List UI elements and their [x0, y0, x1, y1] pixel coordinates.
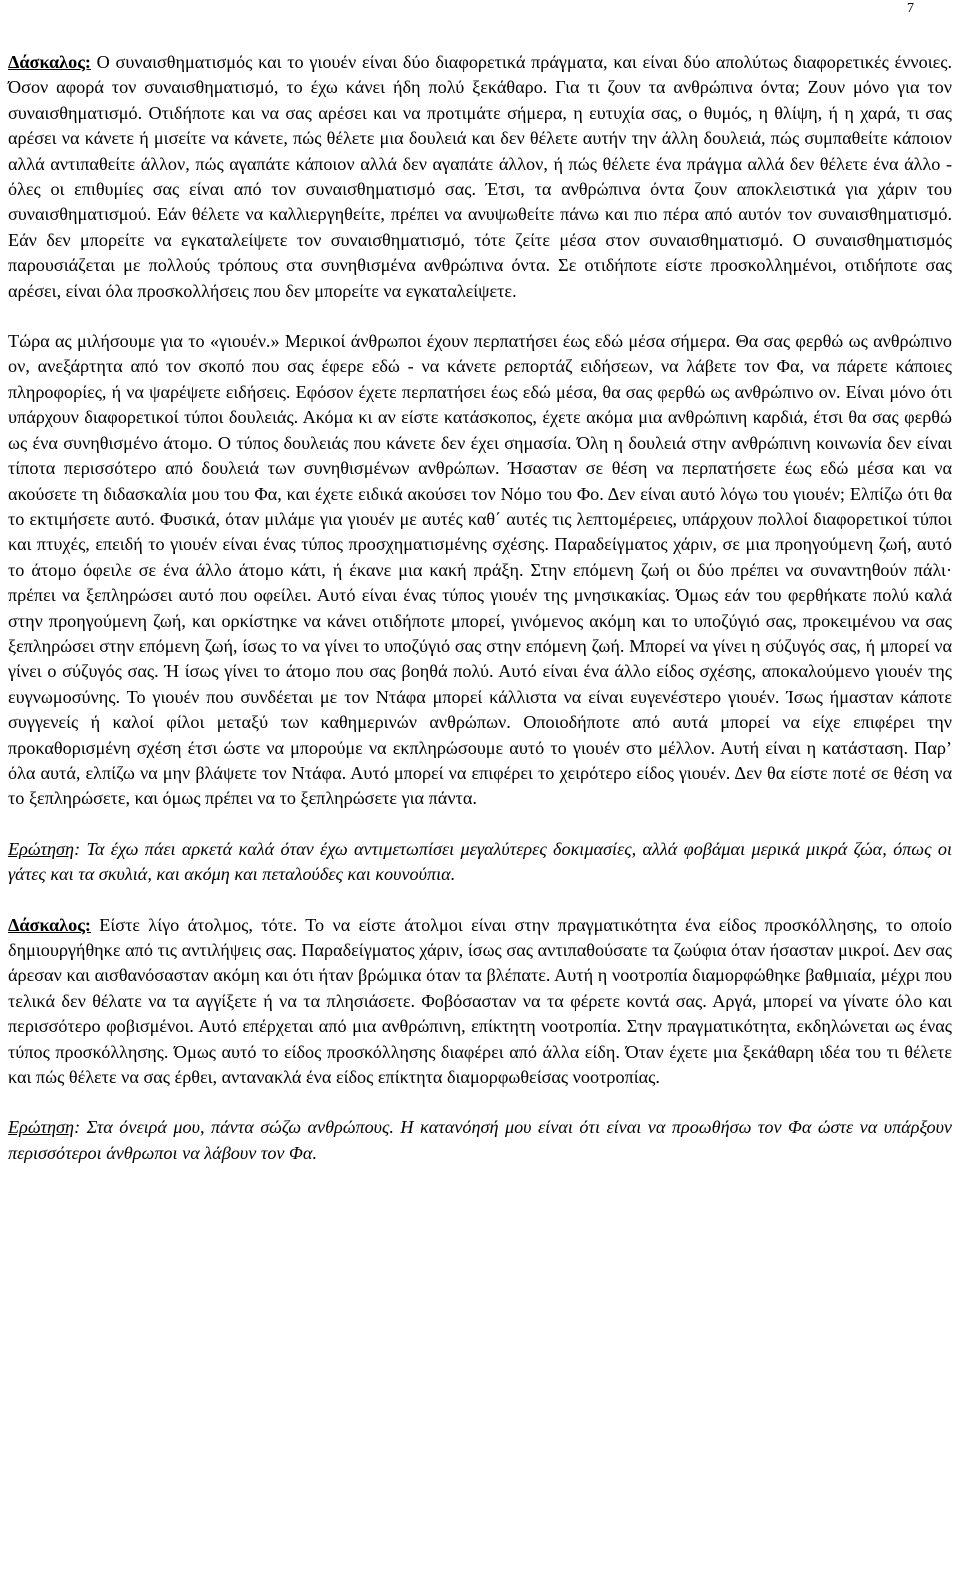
speaker-label: Δάσκαλος: — [8, 52, 91, 72]
paragraph-text: Τώρα ας μιλήσουμε για το «γιουέν.» Μερικοί άνθρωποι έχουν περπατήσει έως εδώ μέσα σήμερα. Θα σας φερθώ ως ανθρώπινο ον, ανεξάρτητα από τον σκοπό που σας έφερε εδώ - να κάνετε ρεπορτάζ ειδήσεων, να λάβετε τον Φα, να πάρετε κάποιες πληροφορίες, ή να ψαρέψετε ειδήσεις. Εφόσον έχετε περπατήσει έως εδώ μέσα, θα σας φερθώ ως ανθρώπινο ον. Είναι μόνο ότι υπάρχουν διαφορετικοί τύποι δουλειάς. Ακόμα κι αν είστε κατάσκοπος, έχετε ακόμα μια ανθρώπινη καρδιά, έτσι θα σας φερθώ ως ένα συνηθισμένο άτομο. Ο τύπος δουλειάς που κάνετε δεν έχει σημασία. Όλη η δουλειά στην ανθρώπινη κοινωνία δεν είναι τίποτα περισσότερο από δουλειά των συνηθισμένων ανθρώπων. Ήσασταν σε θέση να περπατήσετε έως εδώ μέσα και να ακούσετε τη διδασκαλία μου του Φα, και έχετε ειδικά ακούσει τον Νόμο του Φο. Δεν είναι αυτό λόγω του γιουέν; Ελπίζω ότι θα το εκτιμήσετε αυτό. Φυσικά, όταν μιλάμε για γιουέν με αυτές καθ΄ αυτές τις λεπτομέρειες, υπάρχουν πολλοί διαφορετικοί τύποι και πτυχές, επειδή το γιουέν είναι ένας τύπος προσχηματισμένης σχέσης. Παραδείγματος χάριν, σε μια προηγούμενη ζωή, αυτό το άτομο όφειλε σε ένα άλλο άτομο κάτι, ή έκανε μια κακή πράξη. Στην επόμενη ζωή οι δύο πρέπει να συναντηθούν πάλι· πρέπει να ξεπληρώσει αυτό που οφείλει. Αυτό είναι ένας τύπος γιουέν της μνησικακίας. Όμως εάν του φερθήκατε πολύ καλά στην προηγούμενη ζωή, και ορκίστηκε να κάνει οτιδήποτε μπορεί, γινόμενος ακόμη και το υποζύγιό σας, προκειμένου να σας ξεπληρώσει στην επόμενη ζωή, ίσως το να γίνει το υποζύγιό σας στην επόμενη ζωή. Μπορεί να γίνει η σύζυγός σας, ή μπορεί να γίνει ο σύζυγός σας. Ή ίσως γίνει το άτομο που σας βοηθά πολύ. Αυτό είναι ένα άλλο είδος σχέσης, αποκαλούμενο γιουέν της ευγνωμοσύνης. Το γιουέν που συνδέεται με τον Ντάφα μπορεί κάλλιστα να είναι ευγενέστερο γιουέν. Ίσως ήμασταν κάποτε συγγενείς ή καλοί φίλοι μεταξύ των καθημερινών ανθρώπων. Οποιοδήποτε από αυτά μπορεί να είχε επιφέρει την προκαθορισμένη σχέση έτσι ώστε να μπορούμε να εκπληρώσουμε αυτό το γιουέν στο μέλλον. Αυτή είναι η κατάσταση. Παρ’ όλα αυτά, ελπίζω να μην βλάψετε τον Ντάφα. Αυτό μπορεί να επιφέρει το χειρότερο είδος γιουέν. Δεν θα είστε ποτέ σε θέση να το ξεπληρώσετε, και όμως πρέπει να το ξεπληρώσετε για πάντα. — [8, 331, 952, 809]
teacher-answer-paragraph — [8, 913, 952, 1091]
question-text: : Τα έχω πάει αρκετά καλά όταν έχω αντιμετωπίσει μεγαλύτερες δοκιμασίες, αλλά φοβάμαι μερικά μικρά ζώα, όπως οι γάτες και τα σκυλιά, και ακόμη και πεταλούδες και κουνούπια. — [8, 838, 952, 885]
question-label: Ερώτηση — [8, 838, 75, 859]
page-number: 7 — [907, 1, 914, 16]
question-paragraph — [8, 837, 952, 888]
question-text: : Στα όνειρά μου, πάντα σώζω ανθρώπους. Η κατανόησή μου είναι ότι είναι να προωθήσω τον Φα ώστε να υπάρξουν περισσότεροι άνθρωποι να λάβουν τον Φα. — [8, 1117, 952, 1163]
question-label: Ερώτηση — [8, 1117, 75, 1138]
teacher-continuation-paragraph — [8, 329, 952, 812]
question-paragraph — [8, 1115, 952, 1166]
document-body — [8, 50, 952, 1166]
paragraph-text: Είστε λίγο άτολμος, τότε. Το να είστε άτολμοι είναι στην πραγματικότητα ένα είδος προσκόλλησης, το οποίο δημιουργήθηκε από τις αντιλήψεις σας. Παραδείγματος χάριν, ίσως σας αντιπαθούσατε τα ζωύφια όταν ήσασταν μικροί. Δεν σας άρεσαν και αισθανόσασταν ακόμη και ότι ήταν βρώμικα όταν τα βλέπατε. Αυτή η νοοτροπία διαμορφώθηκε βαθμιαία, μέχρι που τελικά δεν θέλατε να τα αγγίξετε ή να τα πλησιάσετε. Φοβόσασταν να τα φέρετε κοντά σας. Αργά, μπορεί να γίνατε όλο και περισσότερο φοβισμένοι. Αυτό επέρχεται από μια ανθρώπινη, επίκτητη νοοτροπία. Στην πραγματικότητα, εκδηλώνεται ως ένας τύπος προσκόλλησης. Όμως αυτό το είδος προσκόλλησης διαφέρει από άλλα είδη. Όταν έχετε μια ξεκάθαρη ιδέα του τι θέλετε και πώς θέλετε να σας έρθει, αντανακλά ένα είδος επίκτητα διαμορφωθείσας νοοτροπίας. — [8, 914, 952, 1088]
teacher-answer-paragraph — [8, 50, 952, 304]
speaker-label: Δάσκαλος: — [8, 914, 91, 935]
paragraph-text: Ο συναισθηματισμός και το γιουέν είναι δύο διαφορετικά πράγματα, και είναι δύο απολύτως διαφορετικές έννοιες. Όσον αφορά τον συναισθηματισμό, το έχω κάνει ήδη πολύ ξεκάθαρο. Για τι ζουν τα ανθρώπινα όντα; Ζουν μόνο για τον συναισθηματισμό. Οτιδήποτε και να σας αρέσει και να προτιμάτε σήμερα, η ευτυχία σας, ο θυμός, η θλίψη, ή η χαρά, τι σας αρέσει να κάνετε ή μισείτε να κάνετε, πώς θέλετε μια δουλειά και δεν θέλετε αυτήν την άλλη δουλειά, πώς συμπαθείτε κάποιον αλλά αντιπαθείτε άλλον, πώς αγαπάτε κάποιον αλλά δεν αγαπάτε άλλον, ή πώς θέλετε ένα πράγμα αλλά δεν θέλετε ένα άλλο - όλες οι επιθυμίες σας είναι από τον συναισθηματισμό σας. Έτσι, τα ανθρώπινα όντα ζουν αποκλειστικά για χάριν του συναισθηματισμού. Εάν θέλετε να καλλιεργηθείτε, πρέπει να ανυψωθείτε πάνω και πιο πέρα από αυτόν τον συναισθηματισμό. Εάν δεν μπορείτε να εγκαταλείψετε τον συναισθηματισμό, τότε ζείτε μέσα στον συναισθηματισμό. Ο συναισθηματισμός παρουσιάζεται με πολλούς τρόπους στα συνηθισμένα ανθρώπινα όντα. Σε οτιδήποτε είστε προσκολλημένοι, οτιδήποτε σας αρέσει, είναι όλα προσκολλήσεις που δεν μπορείτε να εγκαταλείψετε. — [8, 52, 952, 301]
